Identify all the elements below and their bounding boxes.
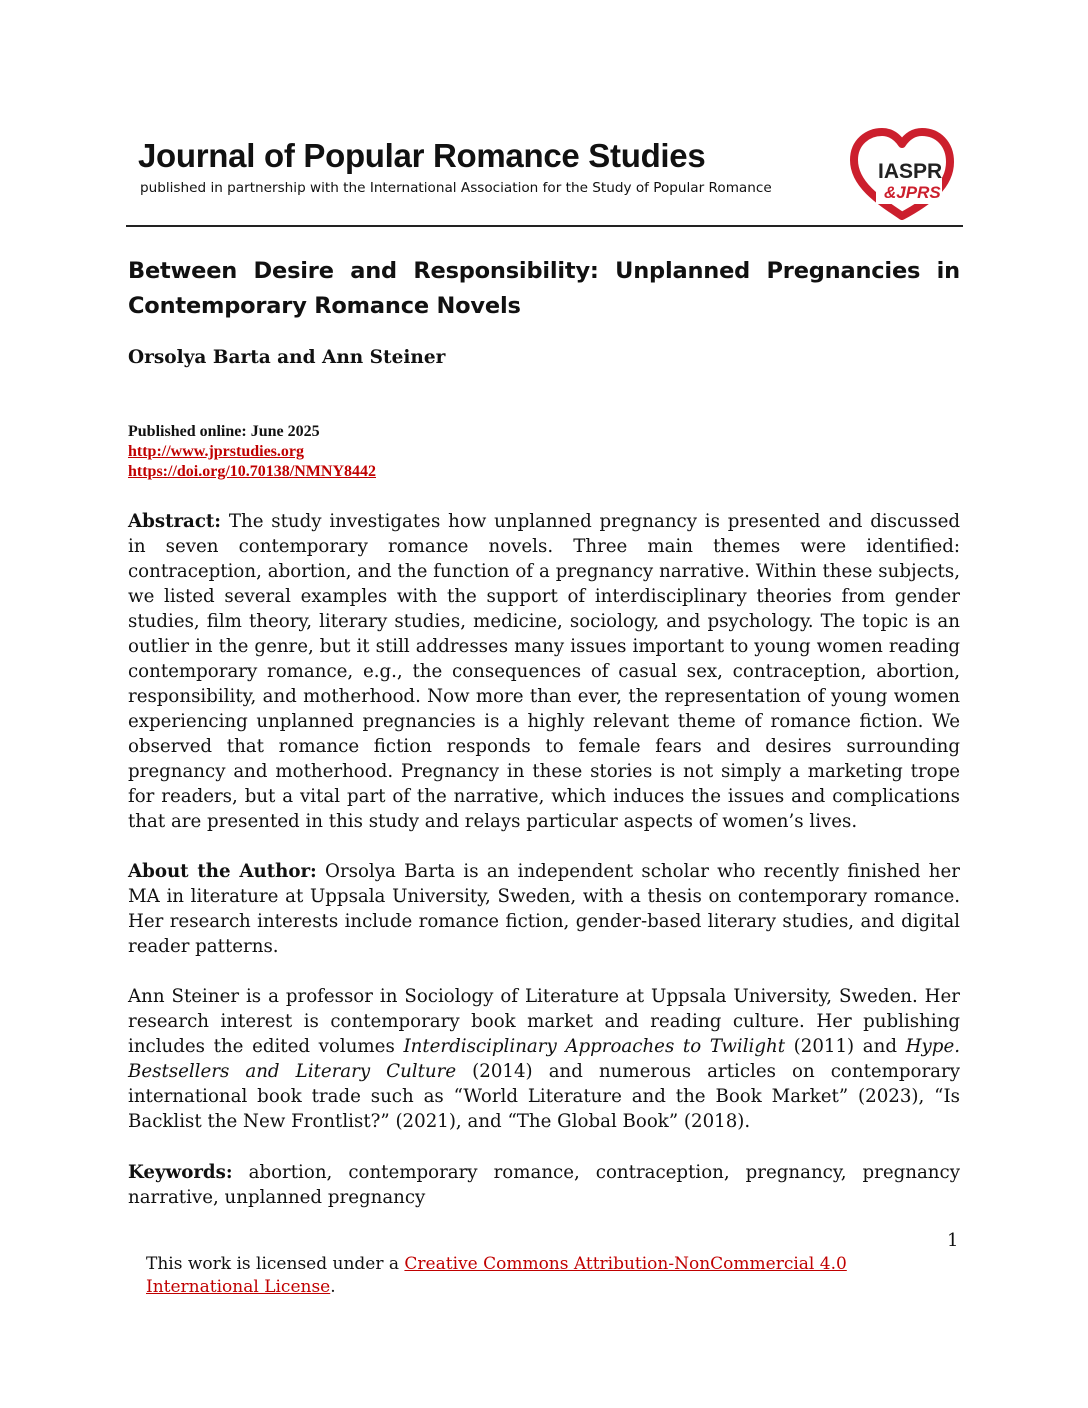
- article-authors: Orsolya Barta and Ann Steiner: [128, 347, 446, 368]
- page-number: 1: [947, 1230, 959, 1251]
- abstract-paragraph: [128, 509, 960, 834]
- steiner-bio-part1: Ann Steiner is a professor in Sociology of Literature at Uppsala University, Sweden. Her research interest is contemporary book market and reading culture. Her publishing includes the edited volumes: [128, 986, 960, 1057]
- header-rule: [126, 225, 963, 227]
- license-prefix: This work is licensed under a: [146, 1254, 405, 1274]
- journal-subtitle: published in partnership with the International Association for the Study of Popular Romance: [140, 180, 772, 196]
- abstract-text: The study investigates how unplanned pregnancy is presented and discussed in seven contemporary romance novels. Three main themes were identified: contraception, abortion, and the function of a pregnancy narrative. Within these subjects, we listed several examples with the support of interdisciplinary theories from gender studies, film theory, literary studies, medicine, sociology, and psychology. The topic is an outlier in the genre, but it still addresses many issues important to young women reading contemporary romance, e.g., the consequences of casual sex, contraception, abortion, responsibility, and motherhood. Now more than ever, the representation of young women experiencing unplanned pregnancies is a highly relevant theme of romance fiction. We observed that romance fiction responds to female fears and desires surrounding pregnancy and motherhood. Pregnancy in these stories is not simply a marketing trope for readers, but a vital part of the narrative, which induces the issues and complications that are presented in this study and relays particular aspects of women’s lives.: [128, 511, 960, 832]
- masthead: [128, 132, 963, 228]
- license-suffix: .: [330, 1277, 336, 1297]
- article-title: Between Desire and Responsibility: Unplanned Pregnancies in Contemporary Romance Novels: [128, 258, 960, 319]
- steiner-book-title-2: Hype. Bestsellers and Literary Culture: [128, 1036, 960, 1082]
- steiner-book-title-1: Interdisciplinary Approaches to Twilight: [403, 1036, 786, 1057]
- barta-bio: Orsolya Barta is an independent scholar who recently finished her MA in literature at Uppsala University, Sweden, with a thesis on contemporary romance. Her research interests include romance fiction, gender-based literary studies, and digital reader patterns.: [128, 861, 960, 957]
- abstract-label: Abstract:: [128, 511, 222, 532]
- license-link[interactable]: Creative Commons Attribution-NonCommercial 4.0 International License: [146, 1254, 847, 1297]
- steiner-bio-paragraph: [128, 984, 960, 1134]
- journal-title: Journal of Popular Romance Studies: [138, 137, 706, 174]
- keywords-paragraph: [128, 1160, 960, 1210]
- steiner-bio-part2: (2011) and: [785, 1036, 906, 1057]
- publication-info: [128, 422, 376, 482]
- journal-site-link[interactable]: http://www.jprstudies.org: [128, 443, 305, 460]
- iaspr-logo: [848, 128, 956, 220]
- keywords-label: Keywords:: [128, 1162, 233, 1183]
- published-date: Published online: June 2025: [128, 423, 320, 440]
- logo-text-jprs: &JPRS: [884, 183, 941, 202]
- steiner-bio-part3: (2014) and numerous articles on contemporary international book trade such as “World Literature and the Book Market” (2023), “Is Backlist the New Frontlist?” (2021), and “The Global Book” (2018).: [128, 1061, 960, 1132]
- logo-text-iaspr: IASPR: [878, 160, 943, 183]
- keywords-text: abortion, contemporary romance, contraception, pregnancy, pregnancy narrative, unplanned pregnancy: [128, 1162, 960, 1208]
- license-notice: [146, 1253, 866, 1299]
- about-author-paragraph: [128, 859, 960, 959]
- doi-link[interactable]: https://doi.org/10.70138/NMNY8442: [128, 463, 376, 480]
- about-author-label: About the Author:: [128, 861, 317, 882]
